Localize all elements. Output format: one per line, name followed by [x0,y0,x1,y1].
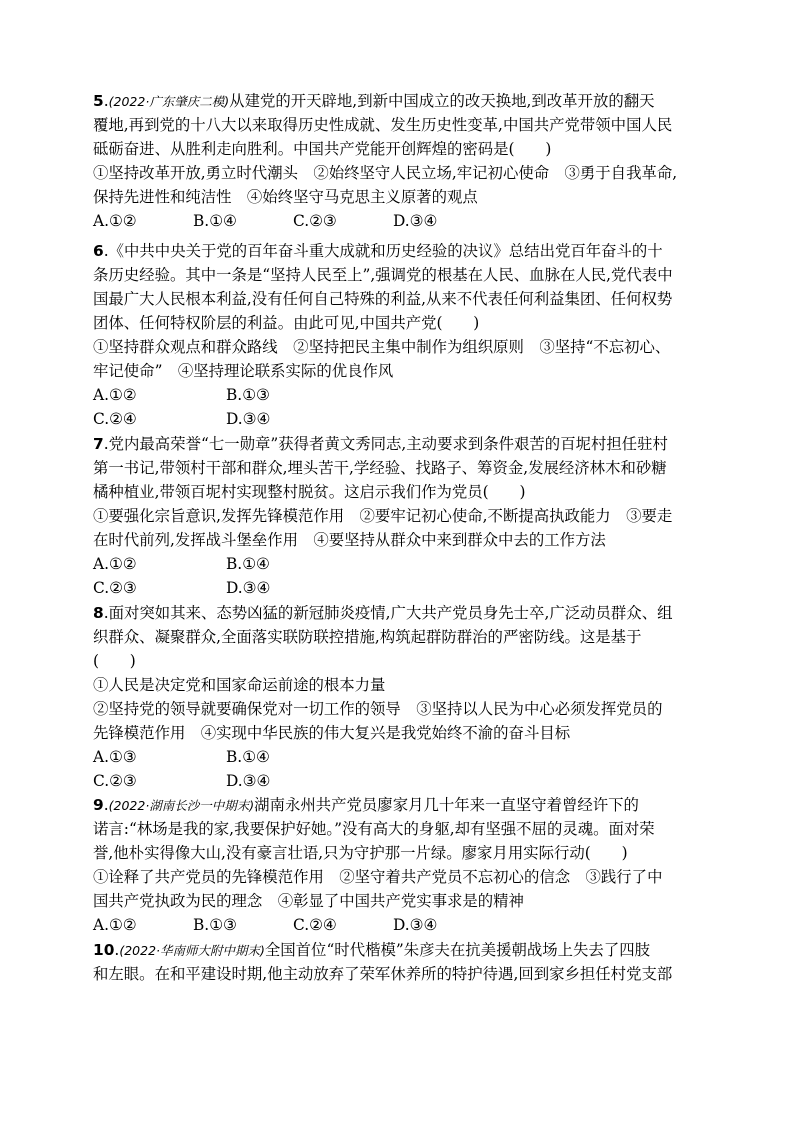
question-text: 湖南永州共产党员廖家月几十年来一直坚守着曾经许下的 [254,796,639,814]
question-source: (2022·华南师大附中期末) [119,943,265,958]
option-d[interactable]: D.③④ [226,410,271,428]
option-c[interactable]: C.②④ [293,916,337,934]
option-d[interactable]: D.③④ [393,212,438,230]
statement-line: 牢记使命” ④坚持理论联系实际的优良作风 [93,362,394,380]
option-d[interactable]: D.③④ [226,772,271,790]
question-number: 9 [93,796,104,814]
statement-line: ①坚持改革开放,勇立时代潮头 ②始终坚守人民立场,牢记初心使命 ③勇于自我革命, [93,164,678,182]
question-text: 条历史经验。其中一条是“坚持人民至上”,强调党的根基在人民、血脉在人民,党代表中 [93,266,673,284]
statement-line: ①人民是决定党和国家命运前途的根本力量 [93,676,386,694]
options-row [93,576,713,600]
option-a[interactable]: A.①② [93,916,137,934]
question-text: 覆地,再到党的十八大以来取得历史性成就、发生历史性变革,中国共产党带领中国人民 [93,116,673,134]
question-6: 6.《中共中央关于党的百年奋斗重大成就和历史经验的决议》总结出党百年奋斗的十 条历史经验。其中一条是“坚持人民至上”,强调党的根基在人民、血脉在人民,党代表中 国最广大人民根本利益,没有任何自己特殊的利益,从来不代表任何利益集团、任何权势 团体、任何特权阶层的利益。由此可见,中国共产党( ) ①坚持群众观点和群众路线 ②坚持把民主集中制作为组织原则 ③坚持“不忘初心、 牢记使命” ④坚持理论联系实际的优良作风 A.①② B.①③ C.②④ D.③④ [93,239,713,431]
question-9: 9.(2022·湖南长沙一中期末)湖南永州共产党员廖家月几十年来一直坚守着曾经许下的 诺言:“林场是我的家,我要保护好她。”没有高大的身躯,却有坚强不屈的灵魂。面对荣 誉,他朴实得像大山,没有豪言壮语,只为守护那一片绿。廖家月用实际行动( ) ①诠释了共产党员的先锋模范作用 ②坚守着共产党员不忘初心的信念 ③践行了中 国共产党执政为民的理念 ④彰显了中国共产党实事求是的精神 A.①② B.①③ C.②④ D.③④ [93,793,713,937]
option-d[interactable]: D.③④ [226,579,271,597]
question-text: 面对突如其来、态势凶猛的新冠肺炎疫情,广大共产党员身先士卒,广泛动员群众、组 [108,604,673,622]
option-b[interactable]: B.①④ [193,212,237,230]
question-text: 誉,他朴实得像大山,没有豪言壮语,只为守护那一片绿。廖家月用实际行动( ) [93,844,628,862]
options-row [93,769,713,793]
statement-line: 在时代前列,发挥战斗堡垒作用 ④要坚持从群众中来到群众中去的工作方法 [93,531,606,549]
question-text: 全国首位“时代楷模”朱彦夫在抗美援朝战场上失去了四肢 [264,941,650,959]
question-number: 8 [93,604,104,622]
question-text: 砥砺奋进、从胜利走向胜利。中国共产党能开创辉煌的密码是( ) [93,140,552,158]
question-text: 团体、任何特权阶层的利益。由此可见,中国共产党( ) [93,314,480,332]
option-c[interactable]: C.②③ [93,579,137,597]
question-text: 织群众、凝聚群众,全面落实联防联控措施,构筑起群防群治的严密防线。这是基于 [93,628,642,646]
statement-line: ①诠释了共产党员的先锋模范作用 ②坚守着共产党员不忘初心的信念 ③践行了中 [93,868,663,886]
question-text: 从建党的开天辟地,到新中国成立的改天换地,到改革开放的翻天 [229,92,655,110]
question-8: 8.面对突如其来、态势凶猛的新冠肺炎疫情,广大共产党员身先士卒,广泛动员群众、组 织群众、凝聚群众,全面落实联防联控措施,构筑起群防群治的严密防线。这是基于 ( ) ①人民是决定党和国家命运前途的根本力量 ②坚持党的领导就要确保党对一切工作的领导 ③坚持以人民为中心必须发挥党员的 先锋模范作用 ④实现中华民族的伟大复兴是我党始终不渝的奋斗目标 A.①③ B.①④ C.②③ D.③④ [93,601,713,793]
statement-line: ①要强化宗旨意识,发挥先锋模范作用 ②要牢记初心使命,不断提高执政能力 ③要走 [93,507,673,525]
option-b[interactable]: B.①④ [226,748,270,766]
question-text: 橘种植业,带领百坭村实现整村脱贫。这启示我们作为党员( ) [93,483,526,501]
options-row [93,209,713,233]
question-number: 5 [93,92,104,110]
option-c[interactable]: C.②④ [93,410,137,428]
statement-line: ①坚持群众观点和群众路线 ②坚持把民主集中制作为组织原则 ③坚持“不忘初心、 [93,338,671,356]
question-source: (2022·广东肇庆二模) [108,94,230,109]
question-5: 5.(2022·广东肇庆二模)从建党的开天辟地,到新中国成立的改天换地,到改革开放的翻天 覆地,再到党的十八大以来取得历史性成就、发生历史性变革,中国共产党带领中国人民 砥砺奋进、从胜利走向胜利。中国共产党能开创辉煌的密码是( ) ①坚持改革开放,勇立时代潮头 ②始终坚守人民立场,牢记初心使命 ③勇于自我革命, 保持先进性和纯洁性 ④始终坚守马克思主义原著的观点 A.①② B.①④ C.②③ D.③④ [93,89,713,233]
option-b[interactable]: B.①③ [226,386,270,404]
option-a[interactable]: A.①② [93,555,137,573]
question-number: 6 [93,242,104,260]
options-row [93,407,713,431]
question-text: 国最广大人民根本利益,没有任何自己特殊的利益,从来不代表任何利益集团、任何权势 [93,290,673,308]
question-text: ( ) [93,652,136,670]
question-text: 党内最高荣誉“七一勋章”获得者黄文秀同志,主动要求到条件艰苦的百坭村担任驻村 [108,435,668,453]
question-number: 10 [93,941,115,959]
option-c[interactable]: C.②③ [293,212,337,230]
option-a[interactable]: A.①③ [93,748,137,766]
question-text: 诺言:“林场是我的家,我要保护好她。”没有高大的身躯,却有坚强不屈的灵魂。面对荣 [93,820,655,838]
option-a[interactable]: A.①② [93,212,137,230]
question-7: 7.党内最高荣誉“七一勋章”获得者黄文秀同志,主动要求到条件艰苦的百坭村担任驻村 第一书记,带领村干部和群众,埋头苦干,学经验、找路子、筹资金,发展经济林木和砂糖 橘种植业,带领百坭村实现整村脱贫。这启示我们作为党员( ) ①要强化宗旨意识,发挥先锋模范作用 ②要牢记初心使命,不断提高执政能力 ③要走 在时代前列,发挥战斗堡垒作用 ④要坚持从群众中来到群众中去的工作方法 A.①② B.①④ C.②③ D.③④ [93,432,713,600]
option-b[interactable]: B.①③ [193,916,237,934]
options-row [93,552,713,576]
options-row [93,383,713,407]
option-a[interactable]: A.①② [93,386,137,404]
option-c[interactable]: C.②③ [93,772,137,790]
question-number: 7 [93,435,104,453]
statement-line: ②坚持党的领导就要确保党对一切工作的领导 ③坚持以人民为中心必须发挥党员的 [93,700,663,718]
question-text: 《中共中央关于党的百年奋斗重大成就和历史经验的决议》总结出党百年奋斗的十 [108,242,663,260]
question-text: 第一书记,带领村干部和群众,埋头苦干,学经验、找路子、筹资金,发展经济林木和砂糖 [93,459,667,477]
options-row [93,745,713,769]
question-10: 10.(2022·华南师大附中期末)全国首位“时代楷模”朱彦夫在抗美援朝战场上失去了四肢 和左眼。在和平建设时期,他主动放弃了荣军休养所的特护待遇,回到家乡担任村党支部 [93,938,713,986]
question-source: (2022·湖南长沙一中期末) [108,798,255,813]
options-row [93,913,713,937]
question-text: 和左眼。在和平建设时期,他主动放弃了荣军休养所的特护待遇,回到家乡担任村党支部 [93,965,673,983]
statement-line: 保持先进性和纯洁性 ④始终坚守马克思主义原著的观点 [93,188,478,206]
statement-line: 国共产党执政为民的理念 ④彰显了中国共产党实事求是的精神 [93,892,524,910]
option-d[interactable]: D.③④ [393,916,438,934]
statement-line: 先锋模范作用 ④实现中华民族的伟大复兴是我党始终不渝的奋斗目标 [93,724,571,742]
option-b[interactable]: B.①④ [226,555,270,573]
